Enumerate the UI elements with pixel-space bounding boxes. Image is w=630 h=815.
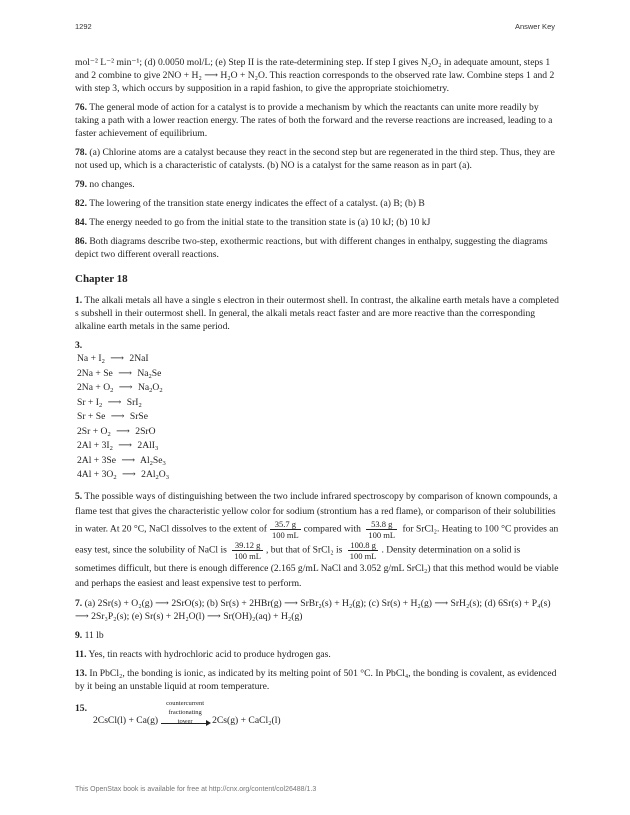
equation: $2Al + 3I_2$ ⟶ 2AlI$_3$ xyxy=(77,440,159,452)
answer-79 xyxy=(75,178,561,191)
answer-number: 7. xyxy=(75,597,83,609)
equation: $4Al + 3O_2$ ⟶ $2Al_2O_3$ xyxy=(77,469,169,481)
page-number: 1292 xyxy=(75,22,92,31)
answer-c18-15 xyxy=(75,699,561,727)
section-title: Answer Key xyxy=(514,22,555,31)
equation-list xyxy=(77,352,561,483)
answer-number: 82. xyxy=(75,198,87,209)
arrow-line xyxy=(161,723,209,724)
answer-number: 84. xyxy=(75,217,87,228)
answer-76 xyxy=(75,101,561,140)
answer-text: The lowering of the transition state energy indicates the effect of a catalyst. (a) B; (b) B xyxy=(87,198,425,209)
products: 2Cs(g) + CaCl₂(l) xyxy=(212,714,281,726)
equation: Sr + Se ⟶ SrSe xyxy=(77,411,149,422)
page-footer: This OpenStax book is available for free at http://cnx.org/content/col26488/1.3 xyxy=(75,786,317,793)
answer-number: 79. xyxy=(75,179,87,190)
page-header xyxy=(75,22,555,36)
answer-number: 5. xyxy=(75,490,83,502)
answer-number: 78. xyxy=(75,147,87,158)
answer-number: 86. xyxy=(75,236,87,247)
answer-number: 13. xyxy=(75,667,87,679)
answer-c18-3 xyxy=(75,339,561,483)
fraction: $\frac{39.12 g}{100 mL}$ xyxy=(234,539,261,561)
equation: $2Na + O_2$ ⟶ $Na_2O_2$ xyxy=(77,382,163,394)
answer-text: compared with xyxy=(303,523,361,535)
fraction: $\frac{53.8 g}{100 mL}$ xyxy=(368,518,396,540)
answer-number: 76. xyxy=(75,102,87,113)
equation: 2Al + 3Se ⟶ $Al_2Se_3$ xyxy=(77,454,166,467)
arrow-label: countercurrent xyxy=(166,699,205,707)
answer-number: 1. xyxy=(75,295,83,306)
equation: 2Na + Se ⟶ $Na_2Se$ xyxy=(77,367,162,380)
answer-c18-13 xyxy=(75,667,561,693)
answer-86 xyxy=(75,235,561,261)
answer-text: The alkali metals all have a single s electron in their outermost shell. In contrast, the alkaline earth metals have a completed s subshell in their outermost shell. In general, the alkali metals react faster and are more reactive than the corresponding alkaline earth metals in the same period. xyxy=(75,295,559,332)
equation: $2Sr + O_2$ ⟶ 2SrO xyxy=(77,425,156,438)
answer-c18-5 xyxy=(75,489,561,591)
fraction: $\frac{35.7 g}{100 mL}$ xyxy=(271,518,299,540)
arrow-label: fractionating xyxy=(168,708,202,716)
answer-number: 15. xyxy=(75,702,87,714)
answer-text: no changes. xyxy=(87,179,135,190)
chapter-heading: Chapter 18 xyxy=(75,273,128,285)
answer-78 xyxy=(75,146,561,172)
answer-text: (a) Chlorine atoms are a catalyst because they react in the second step but are regenerated in the third step. Thus, they are not used up, which is a characteristic of catalysts. (b) NO is a catalyst for the same reason as in part (a). xyxy=(75,147,555,171)
answer-c18-9 xyxy=(75,629,561,642)
answer-number: 3. xyxy=(75,340,83,351)
answer-number: 11. xyxy=(75,648,87,660)
reaction xyxy=(93,699,281,727)
arrow-label: tower xyxy=(177,717,193,725)
answer-text: . Density determination on a solid is sometimes difficult, but there is enough difference (2.165 g/mL NaCl and 3.052 g/mL SrCl₂) that this method would be viable and perhaps the easiest and least expensive test to perform. xyxy=(75,544,559,589)
answer-text: The energy needed to go from the initial state to the transition state is (a) 10 kJ; (b) 10 kJ xyxy=(87,217,431,228)
answer-text: (a) 2Sr(s) + O₂(g) ⟶ 2SrO(s); (b) Sr(s) + 2HBr(g) ⟶ SrBr₂(s) + H₂(g); (c) Sr(s) + H₂(g) ⟶ SrH₂(s); (d) 6Sr(s) + P₄(s) ⟶ 2Sr₃P₂(s); (e) Sr(s) + 2H₂O(l) ⟶ Sr(OH)₂(aq) + H₂(g) xyxy=(75,597,551,622)
intro-paragraph: mol⁻² L⁻² min⁻¹; (d) 0.0050 mol/L; (e) Step II is the rate-determining step. If step I gives N₂O₂ in adequate amount, steps 1 and 2 combine to give 2NO + H₂ ⟶ H₂O + N₂O. This reaction corresponds to the observed rate law. Combine steps 1 and 2 with step 3, which occurs by supposition in a rapid fashion, to give the appropriate stoichiometry. xyxy=(75,57,555,94)
reaction-arrow xyxy=(161,699,209,727)
answer-text: Yes, tin reacts with hydrochloric acid to produce hydrogen gas. xyxy=(86,648,331,660)
answer-c18-11 xyxy=(75,648,561,661)
answer-82 xyxy=(75,197,561,210)
answer-text: The possible ways of distinguishing between the two include infrared spectroscopy by comparison of known compounds, a flame test that gives the characteristic yellow color for sodium (strontium has a red flame), or comparison of their solubilities in water. At 20 °C, NaCl dissolves to the extent of xyxy=(75,490,558,535)
equation: $Sr + I_2$ ⟶ SrI$_2$ xyxy=(77,396,142,409)
answer-text: In PbCl₂, the bonding is ionic, as indicated by its melting point of 501 °C. In PbCl₄, the bonding is covalent, as evidenced by it being an unstable liquid at room temperature. xyxy=(75,667,557,692)
answer-key-content xyxy=(75,56,561,733)
answer-84 xyxy=(75,216,561,229)
answer-c18-1 xyxy=(75,294,561,333)
fraction: $\frac{100.8 g}{100 mL}$ xyxy=(349,539,377,561)
answer-text: Both diagrams describe two-step, exothermic reactions, but with different changes in enthalpy, suggesting the diagrams depict two different overall reactions. xyxy=(75,236,548,260)
answer-text: The general mode of action for a catalyst is to provide a mechanism by which the reactants can unite more readily by taking a path with a lower reaction energy. The rates of both the forward and the reverse reactions are increased, leading to a faster achievement of equilibrium. xyxy=(75,102,553,139)
reactants: 2CsCl(l) + Ca(g) xyxy=(93,714,159,726)
answer-text: for SrCl₂. Heating to 100 °C provides an easy test, since the solubility of NaCl is xyxy=(75,523,559,556)
equation: $Na + I_2$ ⟶ 2NaI xyxy=(77,353,149,365)
answer-number: 9. xyxy=(75,629,83,641)
answer-text: , but that of SrCl₂ is xyxy=(265,544,343,556)
answer-text: 11 lb xyxy=(82,629,104,641)
answer-c18-7 xyxy=(75,597,561,623)
